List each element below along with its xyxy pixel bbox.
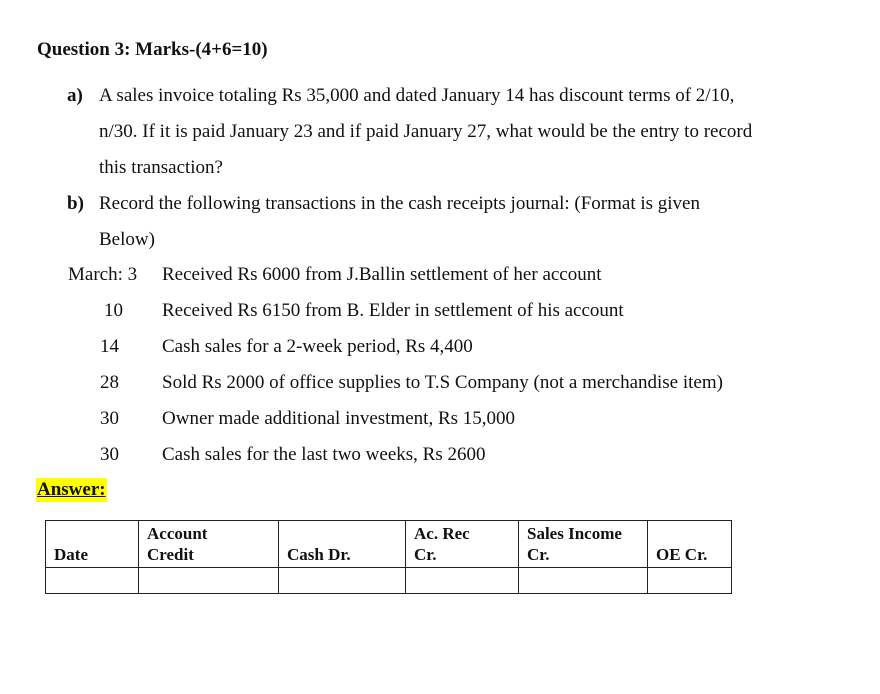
part-b-line-2: Below)	[99, 229, 155, 250]
header-line-2: OE Cr.	[656, 545, 708, 564]
part-a-line-2: n/30. If it is paid January 23 and if paid January 27, what would be the entry to record	[99, 121, 753, 142]
transaction-date: 30	[100, 408, 119, 429]
part-b-line-1: Record the following transactions in the cash receipts journal: (Format is given	[99, 193, 700, 214]
header-line-2: Credit	[147, 545, 194, 564]
transaction-text: Cash sales for a 2-week period, Rs 4,400	[162, 336, 473, 357]
empty-cell	[46, 568, 139, 594]
part-a-line-1: A sales invoice totaling Rs 35,000 and dated January 14 has discount terms of 2/10,	[99, 85, 735, 106]
empty-cell	[648, 568, 732, 594]
empty-cell	[139, 568, 279, 594]
empty-cell	[406, 568, 519, 594]
header-line-2: Cr.	[527, 545, 550, 564]
transaction-text: Received Rs 6150 from B. Elder in settlement of his account	[162, 300, 624, 321]
header-line-2: Date	[54, 545, 88, 564]
empty-cell	[519, 568, 648, 594]
header-oe-cr	[648, 521, 732, 568]
header-ac-rec-cr	[406, 521, 519, 568]
header-cash-dr	[279, 521, 406, 568]
header-line-1: Ac. Rec	[414, 524, 470, 543]
header-line-2: Cr.	[414, 545, 437, 564]
transaction-date: 10	[104, 300, 123, 321]
header-line-2: Cash Dr.	[287, 545, 351, 564]
transaction-date: 30	[100, 444, 119, 465]
header-sales-income-cr	[519, 521, 648, 568]
transaction-text: Received Rs 6000 from J.Ballin settlement of her account	[162, 264, 602, 285]
answer-label: Answer:	[37, 479, 106, 500]
transaction-text: Owner made additional investment, Rs 15,000	[162, 408, 516, 429]
part-a-line-3: this transaction?	[99, 157, 223, 178]
header-date	[46, 521, 139, 568]
transaction-text: Sold Rs 2000 of office supplies to T.S Company (not a merchandise item)	[162, 372, 723, 393]
header-line-1: Sales Income	[527, 524, 622, 543]
cash-receipts-journal-table	[45, 520, 732, 594]
journal-header-row	[46, 521, 732, 568]
journal-empty-row	[46, 568, 732, 594]
part-b-marker: b)	[67, 193, 84, 214]
empty-cell	[279, 568, 406, 594]
transaction-date: 28	[100, 372, 119, 393]
header-line-1: Account	[147, 524, 208, 543]
part-a-marker: a)	[67, 85, 83, 106]
header-account-credit	[139, 521, 279, 568]
transaction-date: 14	[100, 336, 119, 357]
question-title: Question 3: Marks-(4+6=10)	[37, 39, 268, 60]
transaction-date: March: 3	[68, 264, 138, 285]
transaction-text: Cash sales for the last two weeks, Rs 2600	[162, 444, 486, 465]
